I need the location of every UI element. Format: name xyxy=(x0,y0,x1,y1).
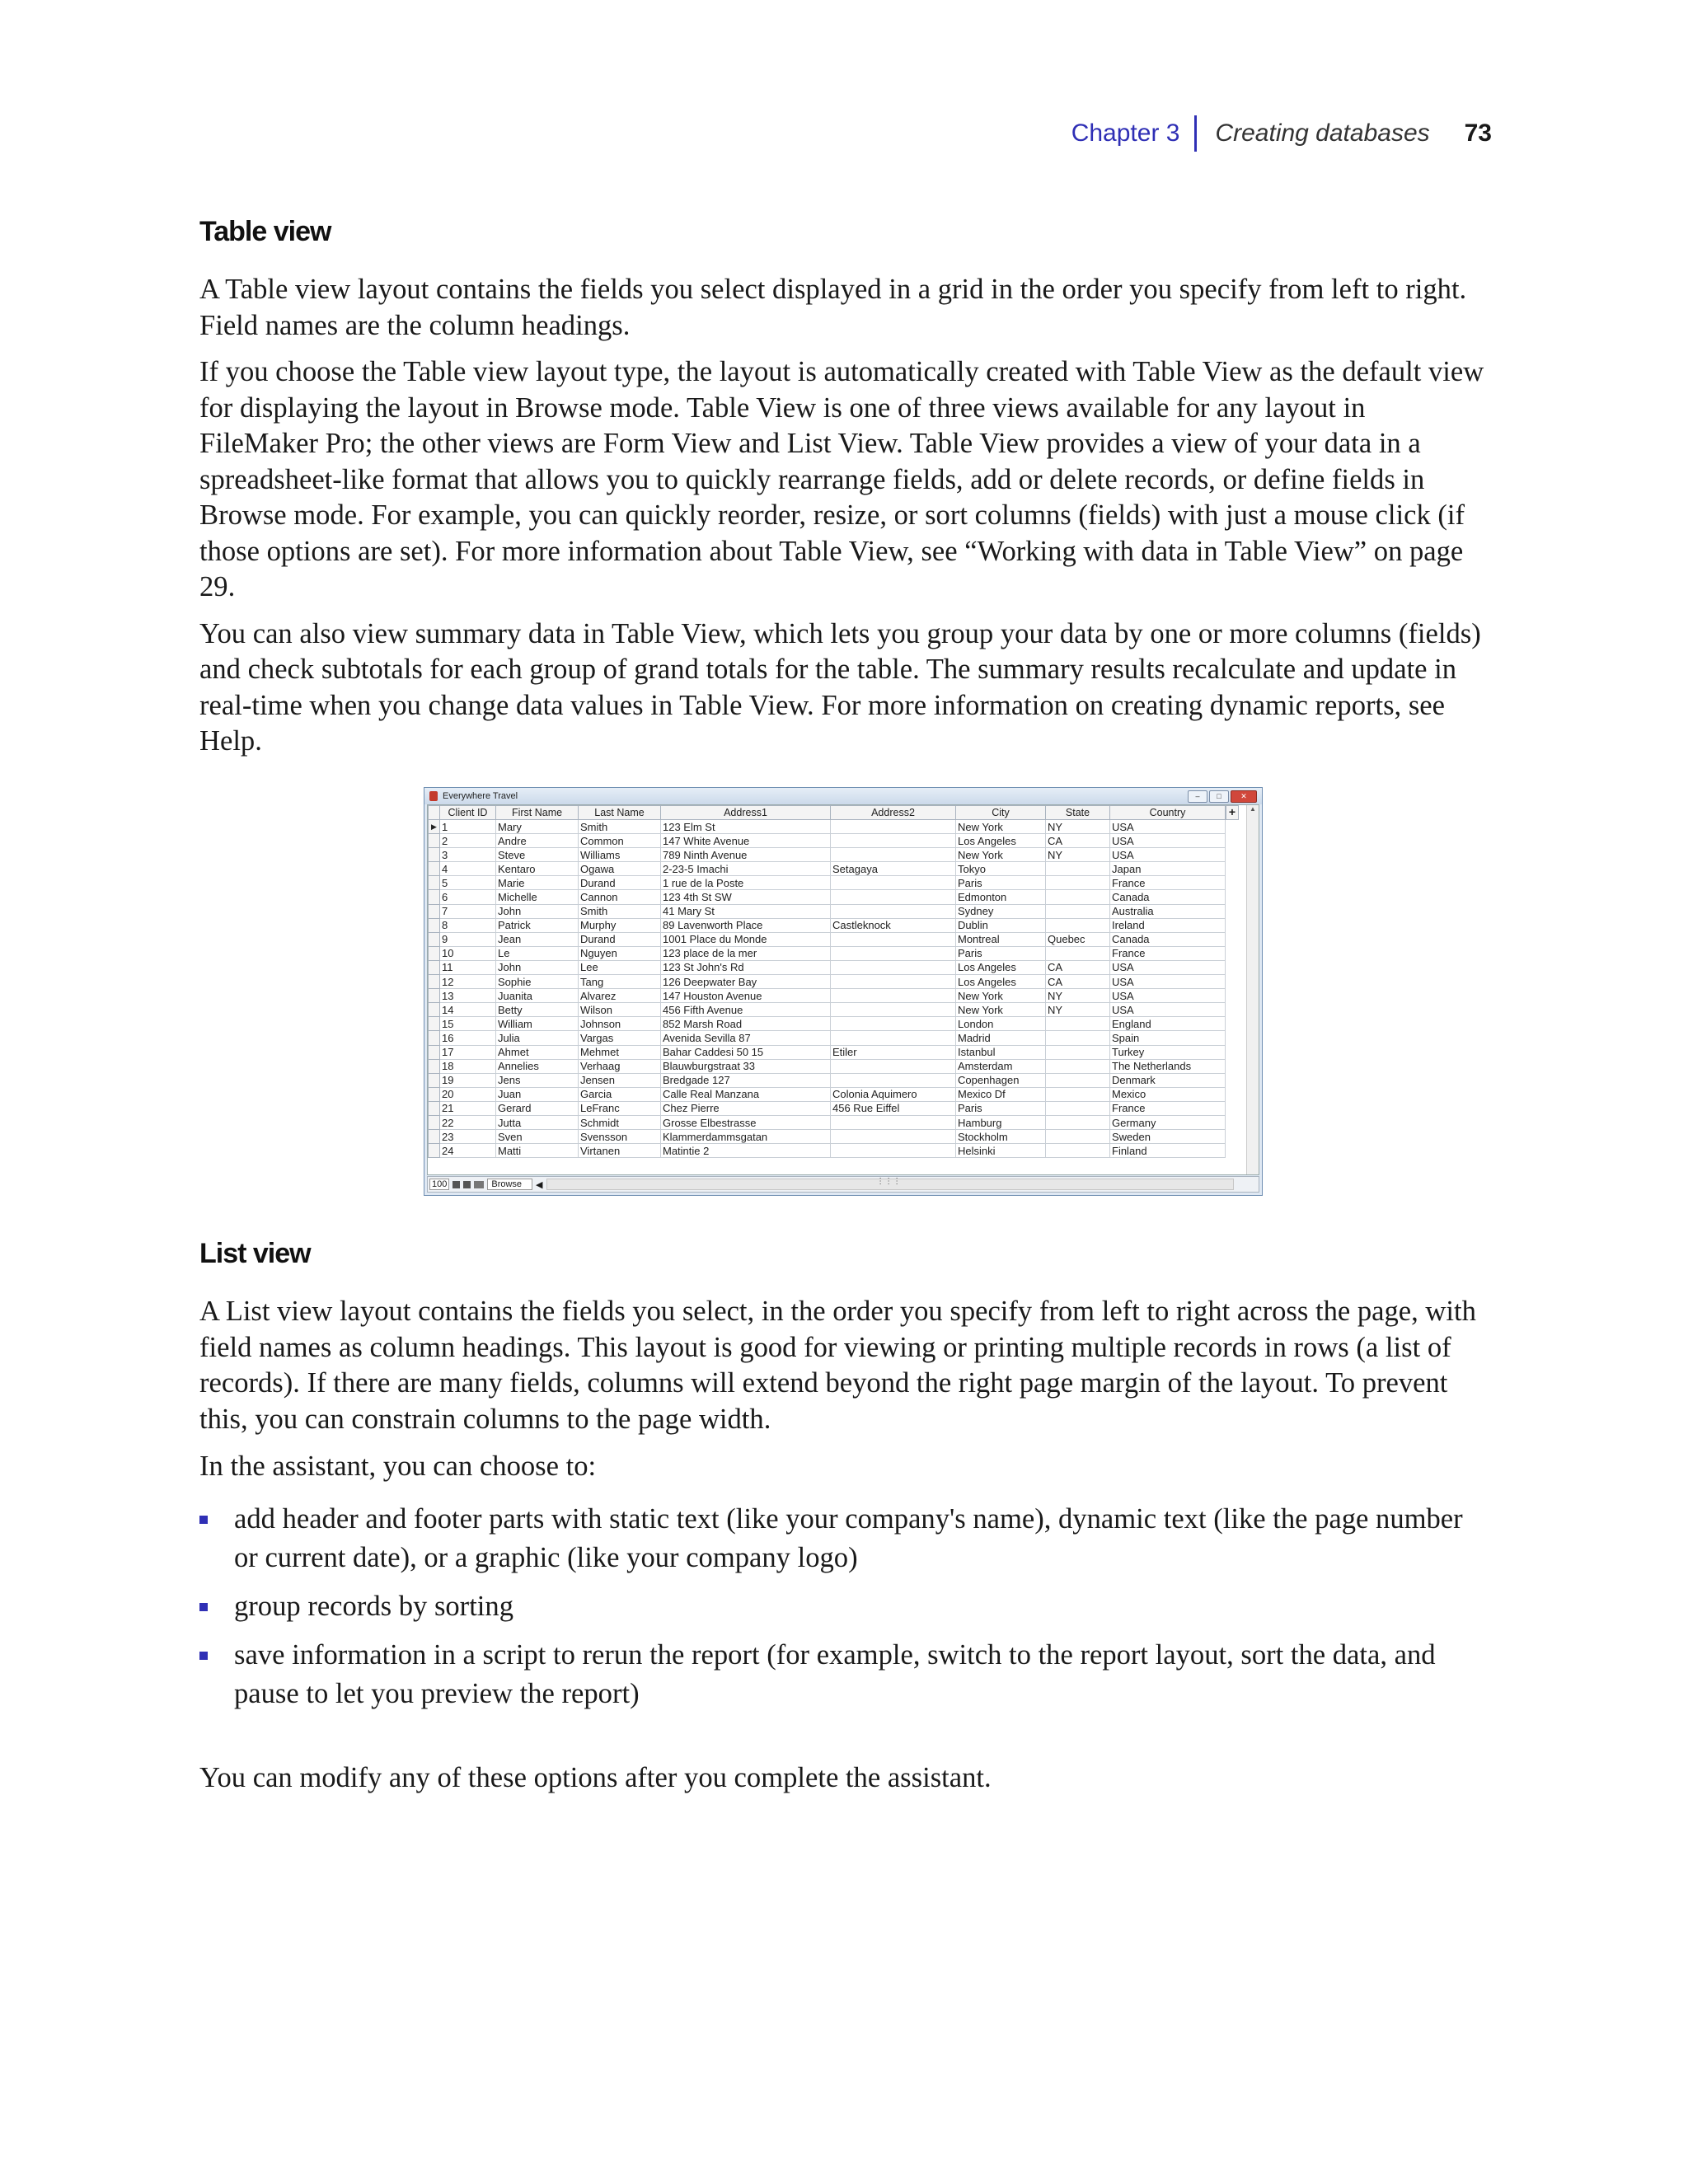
table-cell[interactable]: France xyxy=(1110,1101,1226,1115)
table-cell[interactable]: Ahmet xyxy=(496,1045,579,1059)
table-cell[interactable]: Sven xyxy=(496,1130,579,1144)
table-cell[interactable]: Durand xyxy=(579,932,661,946)
table-cell[interactable]: Svensson xyxy=(579,1130,661,1144)
table-cell[interactable]: Julia xyxy=(496,1031,579,1045)
table-cell[interactable]: Edmonton xyxy=(956,890,1046,904)
table-cell[interactable] xyxy=(1046,1101,1110,1115)
table-cell[interactable]: 789 Ninth Avenue xyxy=(661,848,831,862)
table-row[interactable] xyxy=(429,904,1226,918)
row-selector[interactable] xyxy=(429,989,440,1003)
row-selector[interactable] xyxy=(429,932,440,946)
table-cell[interactable]: 12 xyxy=(440,975,496,989)
row-selector[interactable] xyxy=(429,1045,440,1059)
table-cell[interactable]: Annelies xyxy=(496,1059,579,1073)
list-item-text: save information in a script to rerun the report (for example, switch to the report layout, sort the data, and pause to let you preview the report) xyxy=(234,1639,1436,1709)
table-cell[interactable]: England xyxy=(1110,1017,1226,1031)
table-cell[interactable]: Los Angeles xyxy=(956,960,1046,974)
header-corner xyxy=(429,806,440,820)
zoom-level[interactable]: 100 xyxy=(429,1179,449,1190)
table-cell[interactable]: Stockholm xyxy=(956,1130,1046,1144)
list-view-body xyxy=(199,1294,1485,1485)
table-cell[interactable]: Klammerdammsgatan xyxy=(661,1130,831,1144)
table-cell[interactable]: Jensen xyxy=(579,1073,661,1087)
column-header[interactable]: Last Name xyxy=(579,806,661,820)
table-cell[interactable] xyxy=(1046,946,1110,960)
scroll-left-icon[interactable]: ◀ xyxy=(536,1179,543,1190)
mode-selector[interactable]: Browse xyxy=(487,1179,532,1190)
table-cell[interactable]: Andre xyxy=(496,834,579,848)
table-cell[interactable]: Dublin xyxy=(956,918,1046,932)
table-cell[interactable]: Johnson xyxy=(579,1017,661,1031)
table-cell[interactable]: Turkey xyxy=(1110,1045,1226,1059)
table-cell[interactable]: Montreal xyxy=(956,932,1046,946)
table-cell[interactable]: Denmark xyxy=(1110,1073,1226,1087)
table-cell[interactable]: 2 xyxy=(440,834,496,848)
table-row[interactable] xyxy=(429,1130,1226,1144)
table-cell[interactable]: France xyxy=(1110,946,1226,960)
table-cell[interactable]: Matintie 2 xyxy=(661,1144,831,1158)
table-cell[interactable]: 123 St John's Rd xyxy=(661,960,831,974)
table-cell[interactable] xyxy=(831,890,956,904)
table-cell[interactable]: Mexico Df xyxy=(956,1087,1046,1101)
table-cell[interactable]: USA xyxy=(1110,960,1226,974)
table-cell[interactable]: Hamburg xyxy=(956,1115,1046,1129)
table-cell[interactable]: Schmidt xyxy=(579,1115,661,1129)
table-cell[interactable]: Spain xyxy=(1110,1031,1226,1045)
table-cell[interactable]: 15 xyxy=(440,1017,496,1031)
table-cell[interactable]: Le xyxy=(496,946,579,960)
table-cell[interactable]: Helsinki xyxy=(956,1144,1046,1158)
table-cell[interactable]: Kentaro xyxy=(496,862,579,876)
table-cell[interactable]: 2-23-5 Imachi xyxy=(661,862,831,876)
table-cell[interactable]: 17 xyxy=(440,1045,496,1059)
table-cell[interactable]: Jens xyxy=(496,1073,579,1087)
table-cell[interactable]: Avenida Sevilla 87 xyxy=(661,1031,831,1045)
table-cell[interactable]: Marie xyxy=(496,876,579,890)
table-cell[interactable]: Canada xyxy=(1110,890,1226,904)
table-cell[interactable] xyxy=(831,1003,956,1017)
zoom-in-icon[interactable] xyxy=(463,1181,471,1188)
table-row[interactable] xyxy=(429,848,1226,862)
table-cell[interactable] xyxy=(831,848,956,862)
table-row[interactable] xyxy=(429,918,1226,932)
row-selector[interactable] xyxy=(429,1115,440,1129)
table-cell[interactable]: 1 rue de la Poste xyxy=(661,876,831,890)
table-cell[interactable] xyxy=(831,876,956,890)
table-cell[interactable] xyxy=(1046,1144,1110,1158)
table-cell[interactable] xyxy=(1046,876,1110,890)
table-cell[interactable]: Michelle xyxy=(496,890,579,904)
table-row[interactable] xyxy=(429,1101,1226,1115)
table-cell[interactable] xyxy=(1046,1130,1110,1144)
table-row[interactable] xyxy=(429,946,1226,960)
table-cell[interactable] xyxy=(1046,1031,1110,1045)
table-cell[interactable]: Tang xyxy=(579,975,661,989)
table-row[interactable] xyxy=(429,1003,1226,1017)
table-cell[interactable]: 14 xyxy=(440,1003,496,1017)
table-cell[interactable]: Virtanen xyxy=(579,1144,661,1158)
table-cell[interactable]: USA xyxy=(1110,975,1226,989)
table-cell[interactable]: Juan xyxy=(496,1087,579,1101)
table-cell[interactable]: Vargas xyxy=(579,1031,661,1045)
table-cell[interactable]: USA xyxy=(1110,848,1226,862)
table-cell[interactable]: 456 Fifth Avenue xyxy=(661,1003,831,1017)
row-selector[interactable] xyxy=(429,918,440,932)
vertical-scrollbar[interactable] xyxy=(1246,805,1259,1174)
table-cell[interactable] xyxy=(1046,862,1110,876)
table-cell[interactable]: USA xyxy=(1110,989,1226,1003)
table-cell[interactable]: Paris xyxy=(956,946,1046,960)
row-selector[interactable] xyxy=(429,890,440,904)
row-selector[interactable] xyxy=(429,1031,440,1045)
records-body xyxy=(429,820,1226,1158)
table-cell[interactable] xyxy=(831,1059,956,1073)
records-table xyxy=(428,805,1226,1158)
table-cell[interactable]: Gerard xyxy=(496,1101,579,1115)
list-item-text: group records by sorting xyxy=(234,1591,513,1622)
table-cell[interactable]: Patrick xyxy=(496,918,579,932)
table-cell[interactable]: Copenhagen xyxy=(956,1073,1046,1087)
table-cell[interactable]: Mehmet xyxy=(579,1045,661,1059)
table-row[interactable] xyxy=(429,876,1226,890)
page-number: 73 xyxy=(1464,120,1492,147)
square-bullet-icon xyxy=(199,1516,208,1524)
window-titlebar xyxy=(424,788,1262,804)
table-cell[interactable]: Amsterdam xyxy=(956,1059,1046,1073)
row-selector[interactable] xyxy=(429,904,440,918)
table-row[interactable] xyxy=(429,1059,1226,1073)
table-cell[interactable]: Colonia Aquimero xyxy=(831,1087,956,1101)
horizontal-scrollbar[interactable] xyxy=(546,1179,1234,1190)
table-cell[interactable]: CA xyxy=(1046,834,1110,848)
table-cell[interactable]: 10 xyxy=(440,946,496,960)
status-bar xyxy=(427,1176,1259,1193)
table-row[interactable] xyxy=(429,862,1226,876)
table-cell[interactable]: Sophie xyxy=(496,975,579,989)
table-cell[interactable]: Juanita xyxy=(496,989,579,1003)
table-cell[interactable]: 3 xyxy=(440,848,496,862)
table-cell[interactable]: 5 xyxy=(440,876,496,890)
table-row[interactable] xyxy=(429,1073,1226,1087)
table-cell[interactable]: New York xyxy=(956,1003,1046,1017)
table-cell[interactable]: Tokyo xyxy=(956,862,1046,876)
row-selector[interactable] xyxy=(429,876,440,890)
row-selector[interactable] xyxy=(429,1073,440,1087)
table-cell[interactable]: 123 place de la mer xyxy=(661,946,831,960)
table-cell[interactable] xyxy=(831,989,956,1003)
table-cell[interactable]: Los Angeles xyxy=(956,975,1046,989)
table-cell[interactable]: Common xyxy=(579,834,661,848)
table-cell[interactable]: London xyxy=(956,1017,1046,1031)
table-cell[interactable]: Ireland xyxy=(1110,918,1226,932)
table-cell[interactable]: New York xyxy=(956,820,1046,834)
table-cell[interactable]: 7 xyxy=(440,904,496,918)
table-cell[interactable]: 13 xyxy=(440,989,496,1003)
table-cell[interactable]: Sweden xyxy=(1110,1130,1226,1144)
table-cell[interactable] xyxy=(831,960,956,974)
row-selector[interactable] xyxy=(429,960,440,974)
status-toolbar-icon[interactable] xyxy=(474,1181,484,1188)
table-cell[interactable]: Ogawa xyxy=(579,862,661,876)
paragraph: You can also view summary data in Table View, which lets you group your data by one or more columns (fields) and check subtotals for each group of grand totals for the table. The summary results recalculate and update in real-time when you change data values in Table View. For more information on creating dynamic reports, see Help. xyxy=(199,617,1481,757)
table-row[interactable] xyxy=(429,975,1226,989)
table-cell[interactable]: Castleknock xyxy=(831,918,956,932)
column-header[interactable]: First Name xyxy=(496,806,579,820)
current-record-icon[interactable]: ▶ xyxy=(429,820,440,834)
table-cell[interactable] xyxy=(1046,904,1110,918)
row-selector[interactable] xyxy=(429,1003,440,1017)
table-row[interactable] xyxy=(429,960,1226,974)
table-cell[interactable]: John xyxy=(496,960,579,974)
table-cell[interactable]: USA xyxy=(1110,1003,1226,1017)
column-header[interactable]: Country xyxy=(1110,806,1226,820)
table-cell[interactable]: 147 White Avenue xyxy=(661,834,831,848)
table-cell[interactable]: LeFranc xyxy=(579,1101,661,1115)
table-cell[interactable]: Lee xyxy=(579,960,661,974)
table-cell[interactable]: 89 Lavenworth Place xyxy=(661,918,831,932)
table-cell[interactable]: 11 xyxy=(440,960,496,974)
table-cell[interactable]: Finland xyxy=(1110,1144,1226,1158)
table-row[interactable] xyxy=(429,1045,1226,1059)
table-row[interactable] xyxy=(429,989,1226,1003)
table-cell[interactable]: Madrid xyxy=(956,1031,1046,1045)
chapter-title: Creating databases xyxy=(1215,120,1430,147)
minimize-icon[interactable]: – xyxy=(1188,790,1207,803)
column-header[interactable]: City xyxy=(956,806,1046,820)
table-cell[interactable]: Mary xyxy=(496,820,579,834)
table-cell[interactable]: 19 xyxy=(440,1073,496,1087)
table-cell[interactable] xyxy=(831,834,956,848)
table-row[interactable] xyxy=(429,820,1226,834)
table-cell[interactable] xyxy=(831,820,956,834)
table-cell[interactable] xyxy=(831,932,956,946)
table-cell[interactable]: Chez Pierre xyxy=(661,1101,831,1115)
table-row[interactable] xyxy=(429,1115,1226,1129)
scroll-up-icon[interactable]: ▲ xyxy=(1250,805,1256,813)
scroll-grip-icon: ⋮⋮⋮ xyxy=(876,1177,902,1186)
table-cell[interactable]: Cannon xyxy=(579,890,661,904)
table-cell[interactable]: Blauwburgstraat 33 xyxy=(661,1059,831,1073)
add-field-button[interactable]: + xyxy=(1226,805,1239,820)
row-selector[interactable] xyxy=(429,862,440,876)
list-item xyxy=(199,1500,1485,1577)
table-cell[interactable] xyxy=(831,1130,956,1144)
table-cell[interactable]: Calle Real Manzana xyxy=(661,1087,831,1101)
paragraph: In the assistant, you can choose to: xyxy=(199,1451,597,1482)
table-cell[interactable]: 852 Marsh Road xyxy=(661,1017,831,1031)
table-cell[interactable]: 41 Mary St xyxy=(661,904,831,918)
row-selector[interactable] xyxy=(429,975,440,989)
table-cell[interactable] xyxy=(1046,1059,1110,1073)
row-selector[interactable] xyxy=(429,1059,440,1073)
table-cell[interactable]: 18 xyxy=(440,1059,496,1073)
table-cell[interactable]: NY xyxy=(1046,989,1110,1003)
close-icon[interactable]: ✕ xyxy=(1231,790,1257,803)
table-cell[interactable]: Paris xyxy=(956,876,1046,890)
table-cell[interactable]: Sydney xyxy=(956,904,1046,918)
table-row[interactable] xyxy=(429,1144,1226,1158)
table-row[interactable] xyxy=(429,1031,1226,1045)
row-selector[interactable] xyxy=(429,1087,440,1101)
row-selector[interactable] xyxy=(429,1017,440,1031)
column-header[interactable]: State xyxy=(1046,806,1110,820)
table-cell[interactable]: Setagaya xyxy=(831,862,956,876)
column-header[interactable]: Address2 xyxy=(831,806,956,820)
row-selector[interactable] xyxy=(429,1101,440,1115)
table-cell[interactable]: USA xyxy=(1110,820,1226,834)
table-cell[interactable]: Australia xyxy=(1110,904,1226,918)
table-cell[interactable]: Istanbul xyxy=(956,1045,1046,1059)
table-cell[interactable]: 21 xyxy=(440,1101,496,1115)
table-cell[interactable] xyxy=(831,1073,956,1087)
table-cell[interactable] xyxy=(831,1144,956,1158)
table-cell[interactable]: 22 xyxy=(440,1115,496,1129)
table-cell[interactable]: Alvarez xyxy=(579,989,661,1003)
table-row[interactable] xyxy=(429,1017,1226,1031)
table-cell[interactable]: 123 4th St SW xyxy=(661,890,831,904)
table-cell[interactable] xyxy=(1046,1115,1110,1129)
table-view-body xyxy=(199,272,1485,760)
table-cell[interactable]: CA xyxy=(1046,975,1110,989)
table-cell[interactable]: New York xyxy=(956,989,1046,1003)
table-cell[interactable]: 6 xyxy=(440,890,496,904)
table-cell[interactable]: New York xyxy=(956,848,1046,862)
table-cell[interactable]: Canada xyxy=(1110,932,1226,946)
table-cell[interactable] xyxy=(1046,1017,1110,1031)
table-cell[interactable]: NY xyxy=(1046,1003,1110,1017)
table-cell[interactable]: Jutta xyxy=(496,1115,579,1129)
table-cell[interactable]: Jean xyxy=(496,932,579,946)
chapter-label: Chapter 3 xyxy=(1071,120,1180,147)
list-item xyxy=(199,1636,1485,1713)
data-grid xyxy=(427,804,1259,1175)
row-selector[interactable] xyxy=(429,1144,440,1158)
table-cell[interactable]: USA xyxy=(1110,834,1226,848)
list-item-text: add header and footer parts with static text (like your company's name), dynamic text (like the page number or current date), or a graphic (like your company logo) xyxy=(234,1503,1463,1573)
list-item xyxy=(199,1587,1485,1626)
table-cell[interactable] xyxy=(831,1031,956,1045)
table-cell[interactable]: 9 xyxy=(440,932,496,946)
table-cell[interactable]: 1 xyxy=(440,820,496,834)
table-cell[interactable]: William xyxy=(496,1017,579,1031)
table-cell[interactable]: Williams xyxy=(579,848,661,862)
table-cell[interactable]: 4 xyxy=(440,862,496,876)
table-cell[interactable]: 23 xyxy=(440,1130,496,1144)
table-cell[interactable] xyxy=(1046,918,1110,932)
table-cell[interactable]: Smith xyxy=(579,904,661,918)
row-selector[interactable] xyxy=(429,834,440,848)
row-selector[interactable] xyxy=(429,848,440,862)
paragraph: If you choose the Table view layout type, the layout is automatically created with Table View as the default view for displaying the layout in Browse mode. Table View is one of three views available for any layout in FileMaker Pro; the other views are Form View and List View. Table View provides a view of your data in a spreadsheet-like format that allows you to quickly rearrange fields, add or delete records, or define fields in Browse mode. For example, you can quickly reorder, resize, or sort columns (fields) with just a mouse click (if those options are set). For more information about Table View, see “Working with data in Table View” on page 29. xyxy=(199,356,1484,602)
table-cell[interactable]: The Netherlands xyxy=(1110,1059,1226,1073)
table-cell[interactable]: Mexico xyxy=(1110,1087,1226,1101)
table-cell[interactable] xyxy=(1046,1073,1110,1087)
table-cell[interactable]: Verhaag xyxy=(579,1059,661,1073)
table-view-screenshot xyxy=(424,787,1263,1196)
table-cell[interactable]: Bredgade 127 xyxy=(661,1073,831,1087)
window-title: Everywhere Travel xyxy=(443,791,518,801)
table-cell[interactable]: Garcia xyxy=(579,1087,661,1101)
table-cell[interactable]: 8 xyxy=(440,918,496,932)
table-cell[interactable]: Los Angeles xyxy=(956,834,1046,848)
table-cell[interactable]: Quebec xyxy=(1046,932,1110,946)
table-cell[interactable]: 24 xyxy=(440,1144,496,1158)
table-cell[interactable]: Durand xyxy=(579,876,661,890)
maximize-icon[interactable]: □ xyxy=(1209,790,1229,803)
table-row[interactable] xyxy=(429,834,1226,848)
table-row[interactable] xyxy=(429,890,1226,904)
paragraph: A Table view layout contains the fields you select displayed in a grid in the order you specify from left to right. Field names are the column headings. xyxy=(199,274,1467,341)
table-cell[interactable]: Smith xyxy=(579,820,661,834)
table-cell[interactable]: Murphy xyxy=(579,918,661,932)
table-cell[interactable]: Nguyen xyxy=(579,946,661,960)
table-row[interactable] xyxy=(429,1087,1226,1101)
table-cell[interactable] xyxy=(831,975,956,989)
table-cell[interactable]: Etiler xyxy=(831,1045,956,1059)
column-header[interactable]: Client ID xyxy=(440,806,496,820)
table-cell[interactable]: 20 xyxy=(440,1087,496,1101)
table-cell[interactable]: France xyxy=(1110,876,1226,890)
table-cell[interactable]: Steve xyxy=(496,848,579,862)
zoom-out-icon[interactable] xyxy=(452,1181,460,1188)
table-cell[interactable]: 147 Houston Avenue xyxy=(661,989,831,1003)
table-row[interactable] xyxy=(429,932,1226,946)
table-cell[interactable] xyxy=(1046,1045,1110,1059)
header-divider xyxy=(1194,115,1197,152)
window-controls xyxy=(1188,790,1257,803)
running-header xyxy=(907,114,1492,153)
table-cell[interactable]: 1001 Place du Monde xyxy=(661,932,831,946)
row-selector[interactable] xyxy=(429,946,440,960)
app-icon xyxy=(429,791,438,801)
table-cell[interactable]: Bahar Caddesi 50 15 xyxy=(661,1045,831,1059)
square-bullet-icon xyxy=(199,1652,208,1660)
options-list xyxy=(199,1500,1485,1723)
table-cell[interactable]: NY xyxy=(1046,820,1110,834)
table-cell[interactable]: Wilson xyxy=(579,1003,661,1017)
column-header[interactable]: Address1 xyxy=(661,806,831,820)
table-cell[interactable]: Germany xyxy=(1110,1115,1226,1129)
table-view-heading: Table view xyxy=(199,216,331,247)
column-header-row xyxy=(429,806,1226,820)
table-cell[interactable] xyxy=(831,1115,956,1129)
table-cell[interactable]: Matti xyxy=(496,1144,579,1158)
list-view-heading: List view xyxy=(199,1238,311,1269)
table-cell[interactable] xyxy=(831,946,956,960)
paragraph: You can modify any of these options after you complete the assistant. xyxy=(199,1762,992,1793)
row-selector[interactable] xyxy=(429,1130,440,1144)
table-cell[interactable] xyxy=(1046,1087,1110,1101)
table-cell[interactable] xyxy=(1046,890,1110,904)
table-cell[interactable]: Paris xyxy=(956,1101,1046,1115)
table-cell[interactable]: Grosse Elbestrasse xyxy=(661,1115,831,1129)
table-cell[interactable]: 123 Elm St xyxy=(661,820,831,834)
table-cell[interactable]: Betty xyxy=(496,1003,579,1017)
table-cell[interactable]: CA xyxy=(1046,960,1110,974)
paragraph: A List view layout contains the fields you select, in the order you specify from left to right across the page, with field names as column headings. This layout is good for viewing or printing multiple records in rows (a list of records). If there are many fields, columns will extend beyond the right page margin of the layout. To prevent this, you can constrain columns to the page width. xyxy=(199,1296,1476,1435)
table-cell[interactable] xyxy=(831,904,956,918)
square-bullet-icon xyxy=(199,1603,208,1611)
table-cell[interactable]: Japan xyxy=(1110,862,1226,876)
closing-paragraph xyxy=(199,1760,1485,1797)
table-cell[interactable]: 126 Deepwater Bay xyxy=(661,975,831,989)
table-cell[interactable]: NY xyxy=(1046,848,1110,862)
table-cell[interactable]: John xyxy=(496,904,579,918)
table-cell[interactable]: 456 Rue Eiffel xyxy=(831,1101,956,1115)
table-cell[interactable] xyxy=(831,1017,956,1031)
table-cell[interactable]: 16 xyxy=(440,1031,496,1045)
